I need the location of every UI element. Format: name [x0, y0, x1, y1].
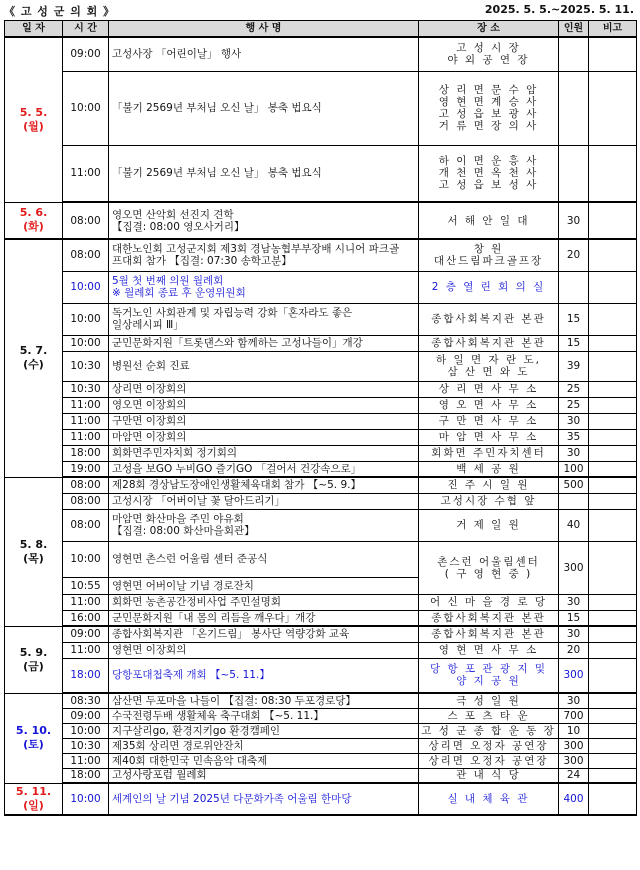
event-place-line: 고 성 군 종 합 운 동 장: [421, 724, 556, 737]
event-place: [419, 768, 559, 783]
event-name-line: 【집결: 08:00 영오사거리】: [112, 220, 245, 233]
table-row: [5, 738, 637, 753]
day-date-cell: [5, 783, 63, 815]
event-name-line: 일상레시피 Ⅲ」: [112, 319, 184, 331]
col-header-date: 일 자: [5, 21, 63, 38]
event-people: 25: [559, 397, 589, 413]
event-place-line: 영 현 면 사 무 소: [438, 644, 539, 656]
event-name-line: 회화면 농촌공간정비사업 주민설명회: [112, 596, 281, 608]
event-people: 30: [559, 202, 589, 239]
event-place-line: 어 신 마 을 경 로 당: [429, 596, 548, 608]
event-time: 11:00: [63, 145, 109, 202]
event-people: 30: [559, 693, 589, 708]
event-place: [419, 642, 559, 658]
event-people: 15: [559, 303, 589, 335]
event-place-line: 서 해 안 일 대: [447, 214, 530, 227]
event-place: [419, 461, 559, 477]
event-time: 10:00: [63, 335, 109, 351]
table-row: [5, 594, 637, 610]
event-name: [109, 642, 419, 658]
event-name: [109, 145, 419, 202]
event-note: [589, 477, 637, 493]
event-time: 18:00: [63, 768, 109, 783]
event-people: 20: [559, 239, 589, 271]
event-name: [109, 461, 419, 477]
event-place: [419, 738, 559, 753]
event-name: [109, 658, 419, 693]
event-people: 15: [559, 335, 589, 351]
event-note: [589, 626, 637, 642]
day-weekday: (화): [23, 220, 44, 234]
event-time: 10:00: [63, 271, 109, 303]
event-time: 11:00: [63, 642, 109, 658]
event-people: 40: [559, 509, 589, 541]
event-place-line: 상 리 면 문 수 암: [438, 84, 539, 96]
event-name: [109, 708, 419, 723]
event-name-line: 세계인의 날 기념 2025년 다문화가족 어울림 한마당: [112, 793, 352, 805]
event-name-line: 5월 첫 번째 의원 월례회: [112, 275, 224, 287]
event-place: [419, 381, 559, 397]
schedule-table: [4, 20, 637, 816]
event-note: [589, 541, 637, 594]
event-time: 08:00: [63, 493, 109, 509]
event-note: [589, 71, 637, 145]
event-note: [589, 783, 637, 815]
event-name-line: ※ 월례회 종료 후 운영위원회: [112, 287, 246, 299]
event-note: [589, 610, 637, 626]
event-people: 30: [559, 413, 589, 429]
event-time: 10:00: [63, 71, 109, 145]
event-note: [589, 303, 637, 335]
event-place: [419, 626, 559, 642]
table-row: [5, 610, 637, 626]
event-people: [559, 493, 589, 509]
event-place-line: 종합사회복지관 본관: [431, 313, 546, 325]
event-name-line: 제35회 상리면 경로위안잔치: [112, 739, 244, 752]
event-name-line: 군민문화지원「트롯댄스와 함께하는 고성나들이」개강: [112, 337, 363, 349]
event-time: 10:30: [63, 381, 109, 397]
event-name-line: 마암면 이장회의: [112, 431, 187, 443]
event-people: 30: [559, 594, 589, 610]
day-weekday: (일): [23, 798, 44, 812]
table-row: [5, 335, 637, 351]
event-place-line: 야 외 공 연 장: [447, 54, 530, 67]
event-place: [419, 397, 559, 413]
table-row: [5, 145, 637, 202]
event-note: [589, 509, 637, 541]
event-time: 08:00: [63, 239, 109, 271]
event-note: [589, 413, 637, 429]
event-place: [419, 303, 559, 335]
event-name-line: 영현면 어버이날 기념 경로잔치: [112, 579, 254, 592]
event-name-line: 당항포대첩축제 개회 【~5. 11.】: [112, 669, 270, 682]
event-place: [419, 509, 559, 541]
table-row: [5, 461, 637, 477]
event-note: [589, 397, 637, 413]
event-note: [589, 708, 637, 723]
day-date-cell: [5, 37, 63, 202]
event-place-line: 촌스런 어울림센터: [437, 555, 540, 568]
event-name-line: 상리면 이장회의: [112, 383, 187, 395]
event-name-line: 프대회 참가 【집결: 07:30 송학고분】: [112, 255, 292, 268]
header-bar: [0, 0, 640, 20]
event-name: [109, 768, 419, 783]
event-time: 08:00: [63, 477, 109, 493]
event-name-line: 영현면 촌스런 어울림 센터 준공식: [112, 553, 268, 565]
event-name: [109, 202, 419, 239]
event-place: [419, 541, 559, 594]
event-name-line: 영오면 이장회의: [112, 399, 187, 411]
event-name: [109, 738, 419, 753]
event-time: 10:00: [63, 541, 109, 577]
event-people: 39: [559, 351, 589, 381]
event-place-line: 고성시장 수협 앞: [440, 495, 537, 507]
event-time: 11:00: [63, 753, 109, 768]
table-row: [5, 693, 637, 708]
event-time: 10:30: [63, 738, 109, 753]
event-place-line: 하 이 면 운 흥 사: [438, 155, 539, 168]
event-name-line: 영현면 이장회의: [112, 644, 187, 656]
event-name-line: 고성을 보GO 누비GO 즐기GO 「걸어서 건강속으로」: [112, 462, 362, 475]
day-date: 5. 9.: [19, 645, 48, 659]
event-time: 08:30: [63, 693, 109, 708]
table-row: [5, 202, 637, 239]
event-place: [419, 708, 559, 723]
event-place-line: 창 원: [473, 243, 504, 256]
event-name: [109, 610, 419, 626]
event-note: [589, 271, 637, 303]
col-header-event: 행 사 명: [109, 21, 419, 38]
event-name-line: 「불기 2569년 부처님 오신 날」 봉축 법요식: [112, 102, 322, 114]
event-place-line: 당 항 포 관 광 지 및: [429, 663, 548, 676]
event-place: [419, 351, 559, 381]
event-name: [109, 71, 419, 145]
event-time: 10:55: [63, 577, 109, 594]
event-time: 19:00: [63, 461, 109, 477]
table-row: [5, 37, 637, 71]
table-row: [5, 708, 637, 723]
event-place-line: 마 암 면 사 무 소: [438, 431, 539, 443]
event-name: [109, 594, 419, 610]
event-people: 300: [559, 541, 589, 594]
event-name-line: 지구살리go, 환경지키go 환경캠페인: [112, 724, 281, 737]
event-people: [559, 145, 589, 202]
event-people: 20: [559, 642, 589, 658]
event-time: 10:00: [63, 723, 109, 738]
event-people: 15: [559, 610, 589, 626]
day-weekday: (월): [23, 119, 44, 133]
event-name: [109, 335, 419, 351]
event-place: [419, 239, 559, 271]
event-place: [419, 145, 559, 202]
event-people: 500: [559, 477, 589, 493]
event-place-line: 스 포 츠 타 운: [447, 709, 530, 722]
event-name-line: 수국전령두배 생활체육 축구대회 【~5. 11.】: [112, 709, 324, 722]
event-place: [419, 202, 559, 239]
event-note: [589, 239, 637, 271]
event-time: 08:00: [63, 202, 109, 239]
day-date-cell: [5, 626, 63, 693]
table-row: [5, 271, 637, 303]
table-row: [5, 445, 637, 461]
table-row: [5, 626, 637, 642]
event-people: 300: [559, 753, 589, 768]
event-place: [419, 271, 559, 303]
event-people: 24: [559, 768, 589, 783]
day-date-cell: [5, 239, 63, 477]
event-place: [419, 723, 559, 738]
event-note: [589, 37, 637, 71]
event-name-line: 구만면 이장회의: [112, 415, 187, 427]
event-name: [109, 509, 419, 541]
event-note: [589, 461, 637, 477]
event-place-line: 고 성 읍 보 성 사: [438, 179, 539, 192]
event-place-line: 고 성 읍 보 광 사: [438, 108, 539, 120]
schedule-period: 2025. 5. 5.~2025. 5. 11.: [484, 3, 634, 16]
day-date: 5. 8.: [19, 537, 48, 551]
event-name-line: 회화면주민자치회 정기회의: [112, 447, 238, 459]
table-row: [5, 381, 637, 397]
table-row: [5, 541, 637, 577]
event-place-line: 회화면 주민자치센터: [431, 447, 546, 459]
event-people: [559, 37, 589, 71]
col-header-place: 장 소: [419, 21, 559, 38]
event-time: 18:00: [63, 658, 109, 693]
event-people: 30: [559, 626, 589, 642]
event-place-line: 2 층 열 린 회 의 실: [431, 281, 546, 293]
event-name: [109, 397, 419, 413]
event-name: [109, 271, 419, 303]
event-name: [109, 693, 419, 708]
event-people: 25: [559, 381, 589, 397]
day-weekday: (수): [23, 358, 44, 372]
table-row: [5, 429, 637, 445]
event-name: [109, 37, 419, 71]
event-note: [589, 658, 637, 693]
event-place-line: 양 지 공 원: [456, 675, 521, 688]
event-time: 09:00: [63, 626, 109, 642]
event-name-line: 대한노인회 고성군지회 제3회 경남농협부부장배 시니어 파크골: [112, 243, 400, 256]
table-row: [5, 509, 637, 541]
table-row: [5, 642, 637, 658]
table-row: [5, 477, 637, 493]
event-place-line: 거 류 면 장 의 사: [438, 120, 539, 132]
event-time: 18:00: [63, 445, 109, 461]
event-name-line: 병원선 순회 진료: [112, 360, 190, 372]
event-note: [589, 429, 637, 445]
day-date: 5. 10.: [15, 724, 52, 737]
event-place-line: 종합사회복지관 본관: [431, 628, 546, 641]
event-note: [589, 445, 637, 461]
event-note: [589, 381, 637, 397]
table-row: [5, 303, 637, 335]
table-row: [5, 658, 637, 693]
event-place: [419, 477, 559, 493]
col-header-people: 인원: [559, 21, 589, 38]
event-name-line: 종합사회복지관 「온기드림」 봉사단 역량강화 교육: [112, 628, 350, 641]
event-time: 09:00: [63, 37, 109, 71]
event-people: 10: [559, 723, 589, 738]
table-row: [5, 413, 637, 429]
event-name: [109, 239, 419, 271]
event-people: 300: [559, 738, 589, 753]
event-name: [109, 493, 419, 509]
event-note: [589, 351, 637, 381]
event-place-line: 관 내 식 당: [456, 769, 521, 782]
event-note: [589, 335, 637, 351]
event-note: [589, 768, 637, 783]
event-name: [109, 381, 419, 397]
event-place: [419, 783, 559, 815]
event-time: 11:00: [63, 429, 109, 445]
table-header-row: [5, 21, 637, 38]
event-name: [109, 783, 419, 815]
event-note: [589, 738, 637, 753]
event-name-line: 제28회 경상남도장애인생활체육대회 참가 【~5. 9.】: [112, 479, 361, 492]
day-date-cell: [5, 693, 63, 783]
day-weekday: (금): [23, 659, 44, 673]
event-place: [419, 37, 559, 71]
event-place-line: 종합사회복지관 본관: [431, 611, 546, 624]
event-place: [419, 429, 559, 445]
event-name-line: 제40회 대한민국 민속음악 대축제: [112, 754, 268, 767]
col-header-time: 시 간: [63, 21, 109, 38]
event-name: [109, 445, 419, 461]
event-name-line: 마암면 화산마을 주민 야유회: [112, 513, 244, 525]
event-time: 08:00: [63, 509, 109, 541]
event-place-line: 진 주 시 일 원: [447, 479, 530, 492]
event-name-line: 【집결: 08:00 화산마을회관】: [112, 525, 255, 537]
event-place-line: 삼 산 면 와 도: [447, 366, 530, 378]
table-row: [5, 783, 637, 815]
event-note: [589, 693, 637, 708]
table-row: [5, 351, 637, 381]
event-place-line: 상리면 오정자 공연장: [428, 739, 549, 752]
day-weekday: (목): [23, 551, 44, 565]
event-people: [559, 271, 589, 303]
day-date: 5. 11.: [15, 784, 52, 798]
day-date-cell: [5, 202, 63, 239]
event-time: 10:00: [63, 783, 109, 815]
table-row: [5, 397, 637, 413]
event-name: [109, 429, 419, 445]
event-place: [419, 610, 559, 626]
event-note: [589, 493, 637, 509]
event-name-line: 군민문화지원「내 몸의 리듬을 깨우다」개강: [112, 611, 316, 624]
event-time: 09:00: [63, 708, 109, 723]
event-time: 10:00: [63, 303, 109, 335]
event-place-line: 대산드림파크골프장: [433, 255, 544, 268]
event-place-line: 개 천 면 옥 천 사: [438, 167, 539, 180]
event-time: 11:00: [63, 397, 109, 413]
table-row: [5, 768, 637, 783]
event-name: [109, 723, 419, 738]
event-place-line: 극 성 일 원: [456, 694, 521, 707]
event-name-line: 독거노인 사회관계 및 자립능력 강화「혼자라도 좋은: [112, 307, 353, 319]
table-row: [5, 493, 637, 509]
event-place-line: 하 일 면 자 란 도,: [436, 354, 541, 366]
day-date: 5. 7.: [19, 344, 48, 358]
col-header-note: 비고: [589, 21, 637, 38]
event-place: [419, 658, 559, 693]
event-people: 35: [559, 429, 589, 445]
event-people: 100: [559, 461, 589, 477]
table-row: [5, 239, 637, 271]
event-place-line: 영 현 면 계 승 사: [438, 96, 539, 108]
event-place: [419, 753, 559, 768]
event-people: [559, 71, 589, 145]
event-name-line: 고성사랑포럼 월례회: [112, 769, 207, 782]
event-name-line: 삼산면 두포마을 나들이 【집결: 08:30 두포경로당】: [112, 694, 356, 707]
event-place: [419, 594, 559, 610]
table-row: [5, 723, 637, 738]
event-people: 30: [559, 445, 589, 461]
event-time: 11:00: [63, 413, 109, 429]
day-date: 5. 6.: [19, 206, 48, 220]
event-time: 11:00: [63, 594, 109, 610]
event-place: [419, 693, 559, 708]
event-place: [419, 445, 559, 461]
event-name-line: 고성시장 「어버이날 꽃 달아드리기」: [112, 495, 286, 507]
event-note: [589, 594, 637, 610]
event-note: [589, 145, 637, 202]
event-people: 700: [559, 708, 589, 723]
event-place-line: 상리면 오정자 공연장: [428, 754, 549, 767]
event-place: [419, 493, 559, 509]
event-name: [109, 753, 419, 768]
event-name: [109, 303, 419, 335]
event-note: [589, 723, 637, 738]
event-place: [419, 413, 559, 429]
event-place-line: 구 만 면 사 무 소: [438, 415, 539, 427]
event-name: [109, 626, 419, 642]
event-place-line: 영 오 면 사 무 소: [438, 399, 539, 411]
event-name-line: 「불기 2569년 부처님 오신 날」 봉축 법요식: [112, 167, 322, 180]
table-row: [5, 753, 637, 768]
day-date: 5. 5.: [19, 105, 48, 119]
event-name: [109, 413, 419, 429]
event-place-line: 종합사회복지관 본관: [431, 337, 546, 349]
event-people: 400: [559, 783, 589, 815]
schedule-body: [5, 37, 637, 815]
event-name: [109, 477, 419, 493]
event-people: 300: [559, 658, 589, 693]
event-name-line: 영오면 산악회 선진지 견학: [112, 208, 234, 221]
event-place-line: 상 리 면 사 무 소: [438, 383, 539, 395]
event-name: [109, 351, 419, 381]
event-place: [419, 71, 559, 145]
event-place-line: 거 제 일 원: [456, 519, 521, 531]
event-place-line: 백 세 공 원: [456, 462, 521, 475]
event-name: [109, 577, 419, 594]
event-name: [109, 541, 419, 577]
event-place-line: 고 성 시 장: [456, 42, 521, 55]
event-note: [589, 202, 637, 239]
event-note: [589, 642, 637, 658]
event-place: [419, 335, 559, 351]
council-title: 《 고 성 군 의 회 》: [4, 5, 116, 18]
event-time: 16:00: [63, 610, 109, 626]
day-date-cell: [5, 477, 63, 626]
event-name-line: 고성사장 「어린이날」 행사: [112, 48, 242, 61]
event-note: [589, 753, 637, 768]
day-weekday: (토): [23, 738, 44, 751]
table-row: [5, 71, 637, 145]
event-time: 10:30: [63, 351, 109, 381]
event-place-line: ( 구 영 현 중 ): [444, 567, 533, 580]
event-place-line: 실 내 체 육 관: [447, 793, 530, 805]
